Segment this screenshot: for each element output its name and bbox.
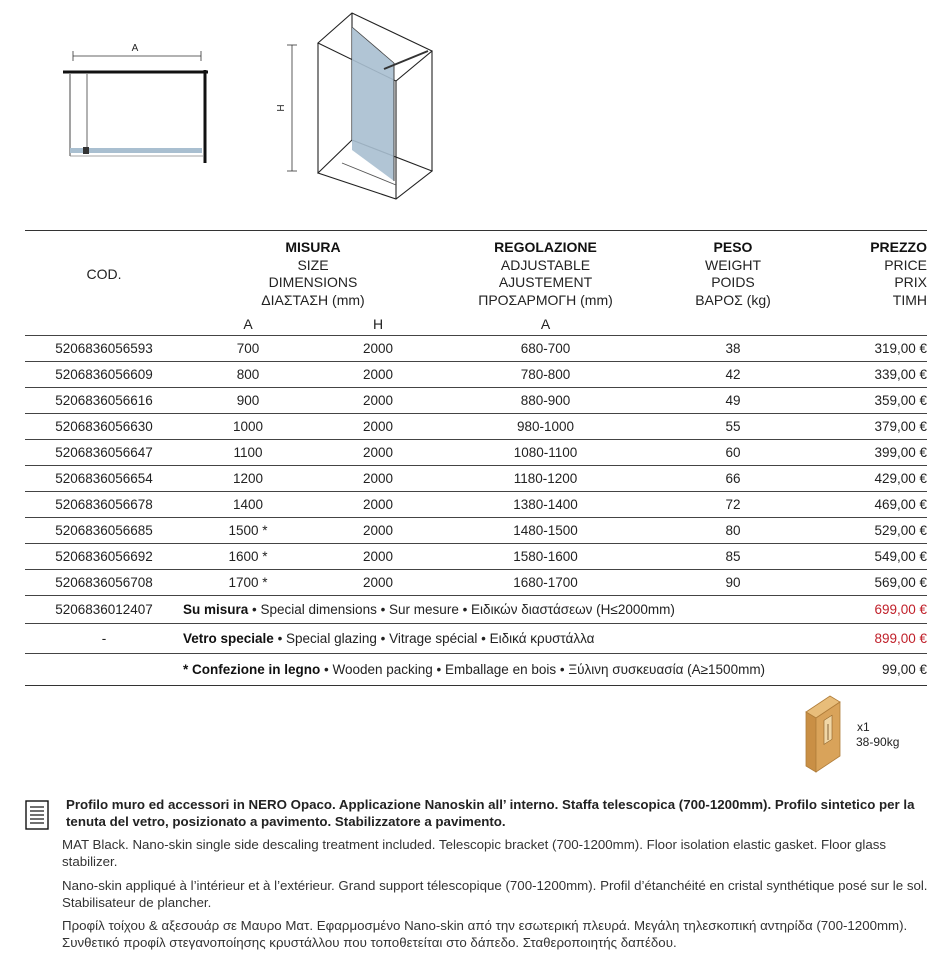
header-adjust-it: REGOLAZIONE <box>494 239 597 255</box>
size-a-cell: 1500 * <box>183 518 313 544</box>
size-h-cell: 2000 <box>313 544 443 570</box>
extra-description: • Wooden packing • Emballage en bois • Ξύλινη συσκευασία (A≥1500mm) <box>320 662 766 677</box>
table-row <box>25 336 927 362</box>
adjustment-range-cell: 1680-1700 <box>443 570 648 596</box>
header-price-gr: ΤΙΜΗ <box>892 291 927 308</box>
extra-option-row <box>25 654 927 686</box>
header-price-fr: PRIX <box>894 274 927 290</box>
extra-title: * Confezione in legno <box>183 662 321 677</box>
price-cell: 379,00 € <box>818 414 927 440</box>
subheader-h: H <box>372 316 384 332</box>
adjustment-range-cell: 1480-1500 <box>443 518 648 544</box>
note-greek: Προφίλ τοίχου & αξεσουάρ σε Μαυρο Ματ. Εφαρμοσμένο Nano-skin από την εσωτερική πλευρά. Μεγάλη τηλεσκοπική αντηρίδα (700-1200mm). Συνθετικό προφίλ στεγανοποίησης κρυστάλλου που τοποθετείται στο δάπεδο. Σταθεροποιητής δαπέδου. <box>62 918 908 950</box>
weight-cell: 80 <box>648 518 818 544</box>
dimension-label-a: A <box>131 43 139 54</box>
size-a-cell: 800 <box>183 362 313 388</box>
size-a-cell: 700 <box>183 336 313 362</box>
product-code-cell: 5206836056678 <box>25 492 183 518</box>
size-h-cell: 2000 <box>313 336 443 362</box>
product-code-cell: 5206836056609 <box>25 362 183 388</box>
table-row <box>25 440 927 466</box>
size-h-cell: 2000 <box>313 570 443 596</box>
extra-option-row <box>25 596 927 624</box>
table-header-row <box>25 231 927 314</box>
plan-view-drawing <box>55 38 215 163</box>
extra-description: • Special glazing • Vitrage spécial • Ειδικά κρυστάλλα <box>273 631 595 646</box>
spec-table <box>25 230 927 686</box>
header-adjust <box>443 231 648 314</box>
header-weight-it: PESO <box>713 239 753 255</box>
weight-cell: 38 <box>648 336 818 362</box>
size-a-cell: 1100 <box>183 440 313 466</box>
table-row <box>25 466 927 492</box>
header-weight-gr: ΒΑΡΟΣ (kg) <box>695 291 771 308</box>
extra-description-cell <box>183 624 818 654</box>
weight-cell: 72 <box>648 492 818 518</box>
weight-cell: 49 <box>648 388 818 414</box>
header-price <box>818 231 927 314</box>
weight-cell: 42 <box>648 362 818 388</box>
header-size <box>183 231 443 314</box>
size-a-cell: 1200 <box>183 466 313 492</box>
header-weight <box>648 231 818 314</box>
weight-cell: 66 <box>648 466 818 492</box>
product-code-cell: 5206836056647 <box>25 440 183 466</box>
header-weight-fr: POIDS <box>711 274 755 290</box>
price-cell: 429,00 € <box>818 466 927 492</box>
adjustment-range-cell: 780-800 <box>443 362 648 388</box>
product-code-cell: 5206836056593 <box>25 336 183 362</box>
size-a-cell: 1000 <box>183 414 313 440</box>
product-code-cell: 5206836056630 <box>25 414 183 440</box>
extra-title: Su misura <box>183 602 249 617</box>
price-cell: 339,00 € <box>818 362 927 388</box>
size-h-cell: 2000 <box>313 362 443 388</box>
adjustment-range-cell: 1080-1100 <box>443 440 648 466</box>
wooden-box-icon <box>800 690 850 775</box>
table-row <box>25 518 927 544</box>
header-cod <box>25 231 183 314</box>
price-cell: 399,00 € <box>818 440 927 466</box>
extra-description-cell <box>183 654 818 686</box>
perspective-drawing <box>272 5 442 200</box>
size-h-cell: 2000 <box>313 518 443 544</box>
header-size-en: SIZE <box>297 256 329 273</box>
product-code-cell: 5206836056685 <box>25 518 183 544</box>
subheader-a: A <box>243 316 253 332</box>
table-row <box>25 570 927 596</box>
weight-cell: 60 <box>648 440 818 466</box>
document-icon <box>25 800 49 830</box>
product-code-cell: 5206836056654 <box>25 466 183 492</box>
header-price-en: PRICE <box>884 256 927 273</box>
table-subheader-row <box>25 313 927 336</box>
header-cod-label: COD. <box>86 266 122 283</box>
extra-title: Vetro speciale <box>183 631 274 646</box>
header-size-gr: ΔΙΑΣΤΑΣΗ (mm) <box>261 291 365 308</box>
header-size-it: MISURA <box>285 239 341 255</box>
size-a-cell: 1700 * <box>183 570 313 596</box>
price-cell: 319,00 € <box>818 336 927 362</box>
table-row <box>25 492 927 518</box>
header-adjust-fr: AJUSTEMENT <box>498 274 593 290</box>
header-size-fr: DIMENSIONS <box>268 274 358 290</box>
header-adjust-en: ADJUSTABLE <box>500 256 591 273</box>
adjustment-range-cell: 1380-1400 <box>443 492 648 518</box>
weight-cell: 85 <box>648 544 818 570</box>
table-row <box>25 544 927 570</box>
size-h-cell: 2000 <box>313 414 443 440</box>
product-code-cell: 5206836056692 <box>25 544 183 570</box>
glass-clamp <box>83 147 89 154</box>
note-french: Nano-skin appliqué à l’intérieur et à l’extérieur. Grand support télescopique (700-1200mm). Profil d’étanchéité en cristal synthétique posé sur le sol. Stabilisateur de plancher. <box>62 878 928 910</box>
size-h-cell: 2000 <box>313 388 443 414</box>
extra-description: • Special dimensions • Sur mesure • Ειδικών διαστάσεων (H≤2000mm) <box>248 602 675 617</box>
header-price-it: PREZZO <box>870 239 927 255</box>
product-code-cell: 5206836056708 <box>25 570 183 596</box>
table-row <box>25 414 927 440</box>
price-cell: 529,00 € <box>818 518 927 544</box>
glass-panel <box>70 148 202 153</box>
header-adjust-gr: ΠΡΟΣΑΡΜΟΓΗ (mm) <box>478 291 613 308</box>
extra-description-cell <box>183 596 818 624</box>
adjustment-range-cell: 680-700 <box>443 336 648 362</box>
table-row <box>25 388 927 414</box>
price-cell: 569,00 € <box>818 570 927 596</box>
size-h-cell: 2000 <box>313 466 443 492</box>
extra-price-cell: 899,00 € <box>818 624 927 654</box>
table-row <box>25 362 927 388</box>
size-h-cell: 2000 <box>313 440 443 466</box>
adjustment-range-cell: 1580-1600 <box>443 544 648 570</box>
weight-cell: 55 <box>648 414 818 440</box>
size-h-cell: 2000 <box>313 492 443 518</box>
glass-panel-perspective <box>352 27 394 181</box>
subheader-adjust-a: A <box>540 316 551 332</box>
weight-cell: 90 <box>648 570 818 596</box>
adjustment-range-cell: 880-900 <box>443 388 648 414</box>
price-cell: 549,00 € <box>818 544 927 570</box>
extra-code-cell: 5206836012407 <box>25 596 183 624</box>
header-weight-en: WEIGHT <box>705 256 761 273</box>
adjustment-range-cell: 1180-1200 <box>443 466 648 492</box>
price-cell: 359,00 € <box>818 388 927 414</box>
note-italian: Profilo muro ed accessori in NERO Opaco. Applicazione Nanoskin all’ interno. Staffa telescopica (700-1200mm). Profilo sintetico per la tenuta del vetro, posizionato a pavimento. Stabilizzatore a pavimento. <box>66 797 915 829</box>
size-a-cell: 1400 <box>183 492 313 518</box>
size-a-cell: 1600 * <box>183 544 313 570</box>
product-code-cell: 5206836056616 <box>25 388 183 414</box>
size-a-cell: 900 <box>183 388 313 414</box>
packing-weight: 38-90kg <box>856 735 900 749</box>
extra-price-cell: 699,00 € <box>818 596 927 624</box>
adjustment-range-cell: 980-1000 <box>443 414 648 440</box>
packing-count: x1 <box>857 720 870 734</box>
extra-price-cell: 99,00 € <box>818 654 927 686</box>
note-english: MAT Black. Nano-skin single side descaling treatment included. Telescopic bracket (700-1200mm). Floor isolation elastic gasket. Floor glass stabilizer. <box>62 837 887 869</box>
dimension-label-h: H <box>276 104 287 112</box>
extra-code-cell <box>25 654 183 686</box>
extra-code-cell: - <box>25 624 183 654</box>
extra-option-row <box>25 624 927 654</box>
price-cell: 469,00 € <box>818 492 927 518</box>
